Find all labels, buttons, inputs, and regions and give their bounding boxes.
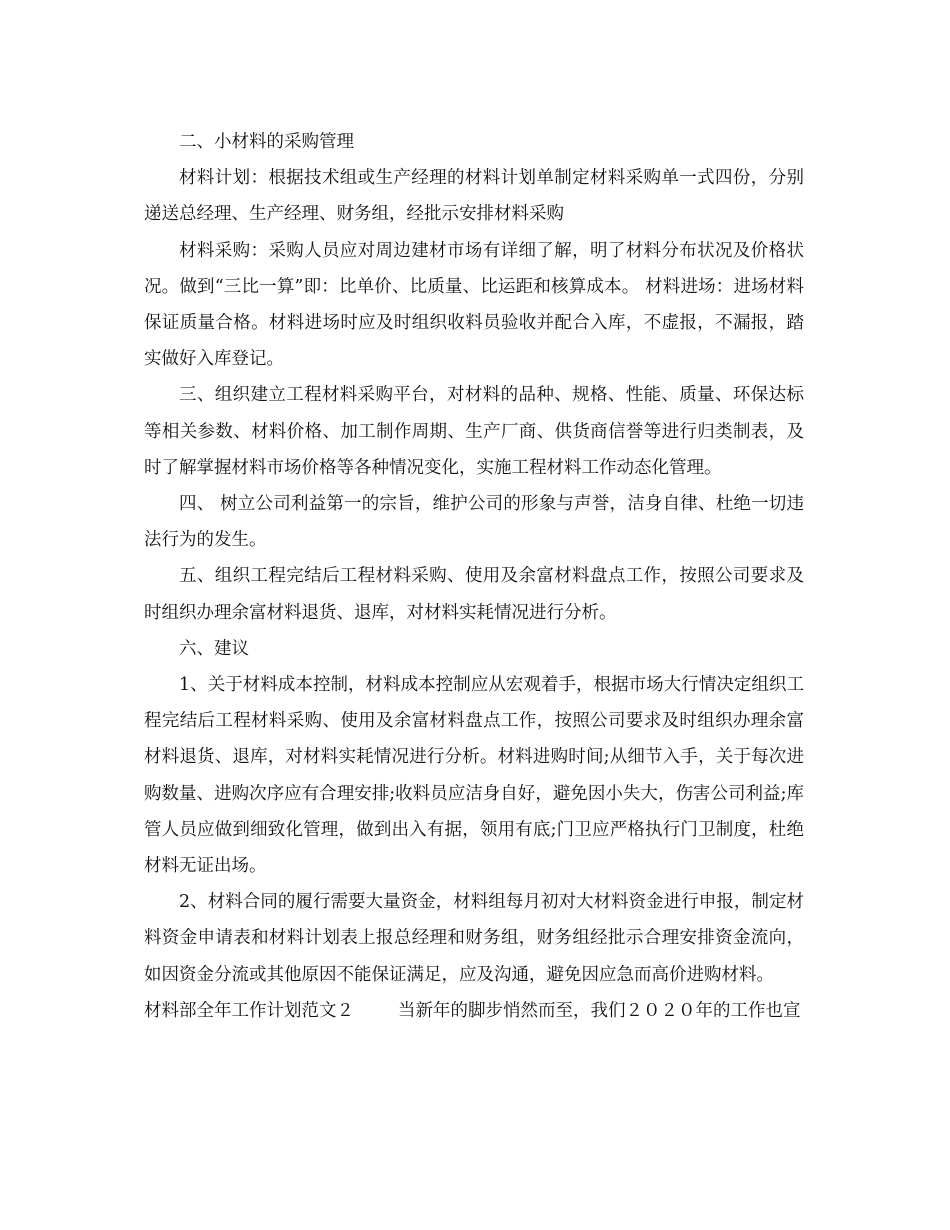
document-body <box>144 124 804 1029</box>
paragraph-material-plan: 材料计划：根据技术组或生产经理的材料计划单制定材料采购单一式四份，分别递送总经理、生产经理、财务组，经批示安排材料采购 <box>144 168 804 225</box>
section-heading-small-materials: 二、小材料的采购管理 <box>179 132 354 152</box>
paragraph-suggestion-one: 1、关于材料成本控制，材料成本控制应从宏观着手，根据市场大行情决定组织工程完结后工程材料采购、使用及余富材料盘点工作，按照公司要求及时组织办理余富材料退货、退库，对材料实耗情况进行分析。材料进购时间;从细节入手，关于每次进购数量、进购次序应有合理安排;收料员应洁身自好，避免因小失大，伤害公司利益;库管人员应做到细致化管理，做到出入有据，领用有底;门卫应严格执行门卫制度，杜绝材料无证出场。 <box>144 675 804 877</box>
next-article-intro: 当新年的脚步悄然而至，我们２０２０年的工作也宣 <box>398 1000 801 1021</box>
next-article-line <box>144 993 804 1029</box>
paragraph-material-purchase: 材料采购：采购人员应对周边建材市场有详细了解，明了材料分布状况及价格状况。做到“三比一算”即：比单价、比质量、比运距和核算成本。 材料进场：进场材料保证质量合格。材料进场时应及时组织收料员验收并配合入库，不虚报，不漏报，踏实做好入库登记。 <box>144 240 804 370</box>
paragraph-section-four: 四、 树立公司利益第一的宗旨，维护公司的形象与声誉，洁身自律、杜绝一切违法行为的发生。 <box>144 494 804 551</box>
paragraph-section-five: 五、组织工程完结后工程材料采购、使用及余富材料盘点工作，按照公司要求及时组织办理余富材料退货、退库，对材料实耗情况进行分析。 <box>144 566 804 623</box>
paragraph-suggestion-two: 2、材料合同的履行需要大量资金，材料组每月初对大材料资金进行申报，制定材料资金申请表和材料计划表上报总经理和财务组，财务组经批示合理安排资金流向，如因资金分流或其他原因不能保证满足，应及沟通，避免因应急而高价进购材料。 <box>144 892 804 985</box>
paragraph-section-three: 三、组织建立工程材料采购平台，对材料的品种、规格、性能、质量、环保达标等相关参数、材料价格、加工制作周期、生产厂商、供货商信誉等进行归类制表，及时了解掌握材料市场价格等各种情况变化，实施工程材料工作动态化管理。 <box>144 385 804 478</box>
next-article-title: 材料部全年工作计划范文２ <box>144 1000 354 1021</box>
section-heading-suggestions: 六、建议 <box>179 638 249 659</box>
